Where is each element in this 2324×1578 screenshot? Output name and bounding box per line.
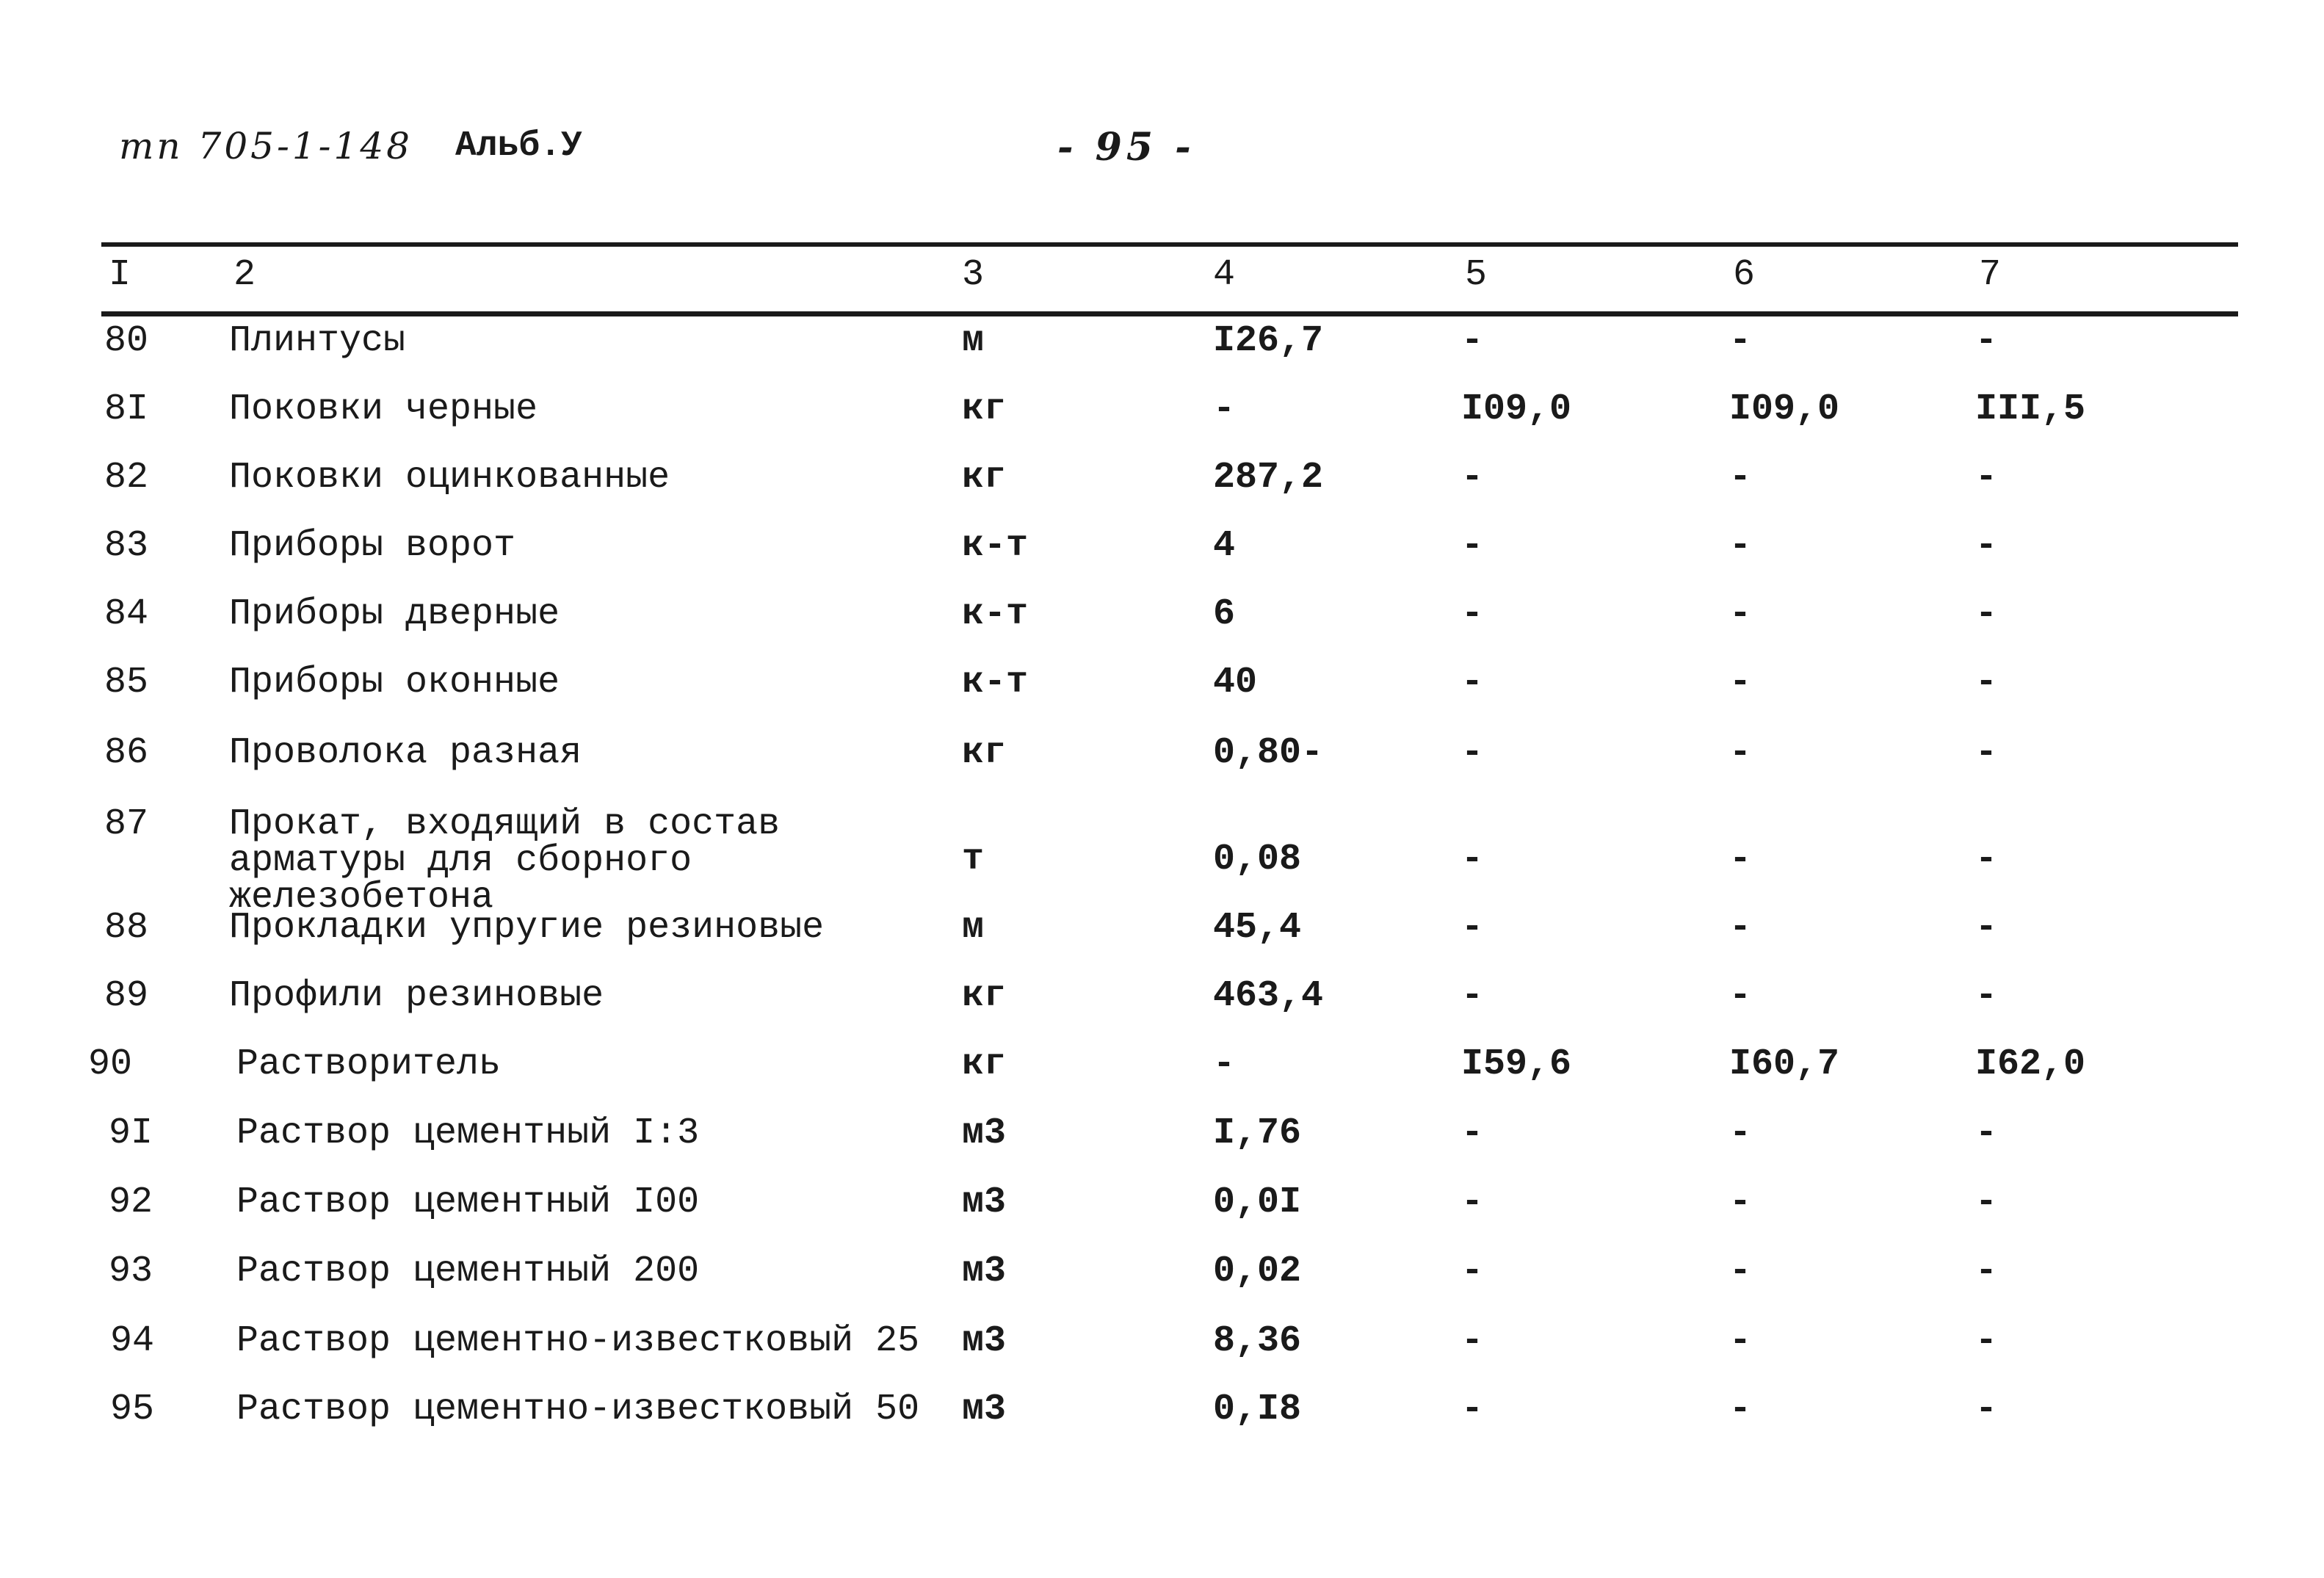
material-name: Прокладки упругие резиновые [229,907,825,949]
material-name: Раствор цементно-известковый 50 [236,1389,920,1430]
value-col-5: - [1461,1251,1484,1292]
unit: кг [962,388,1007,430]
unit: м3 [962,1389,1007,1430]
value-col-6: - [1729,1112,1752,1154]
table-row [0,456,2324,500]
value-col-6: - [1729,525,1752,567]
material-name: Растворитель [236,1043,502,1085]
unit: кг [962,1043,1007,1085]
value-col-7: - [1975,1112,1998,1154]
value-col-5: - [1461,662,1484,703]
column-header-2: 2 [234,254,256,296]
value-col-6: - [1729,839,1752,880]
value-col-7: III,5 [1975,388,2086,430]
album-label: Альб.У [455,126,582,166]
material-name: Плинтусы [229,320,406,362]
value-col-5: - [1461,1112,1484,1154]
material-name: Приборы дверные [229,593,560,635]
value-col-7: - [1975,320,1998,362]
table-row [0,1043,2324,1087]
row-number: 93 [109,1251,153,1292]
material-name: Профили резиновые [229,975,604,1017]
value-col-4: I26,7 [1213,320,1324,362]
page-number: - 95 - [1057,125,1195,170]
value-col-5: - [1461,907,1484,949]
value-col-7: - [1975,1389,1998,1430]
value-col-7: - [1975,662,1998,703]
value-col-6: - [1729,1320,1752,1362]
value-col-6: - [1729,593,1752,635]
column-header-3: 3 [962,254,985,296]
table-row [0,1388,2324,1432]
value-col-6: - [1729,732,1752,774]
value-col-4: 45,4 [1213,907,1302,949]
value-col-4: 40 [1213,662,1258,703]
value-col-5: - [1461,525,1484,567]
table-row [0,661,2324,705]
table-row [0,1112,2324,1156]
table-row [0,593,2324,637]
table-row [0,731,2324,775]
value-col-5: - [1461,1320,1484,1362]
unit: т [962,839,985,880]
value-col-5: - [1461,732,1484,774]
value-col-5: - [1461,1181,1484,1223]
value-col-4: - [1213,1043,1236,1085]
value-col-6: - [1729,457,1752,499]
value-col-5: - [1461,839,1484,880]
material-name: Раствор цементный 200 [236,1251,700,1292]
value-col-6: - [1729,662,1752,703]
row-number: 94 [110,1320,155,1362]
row-number: 90 [88,1043,133,1085]
table-row [0,974,2324,1018]
column-header-4: 4 [1213,254,1236,296]
row-number: 88 [104,907,149,949]
unit: м3 [962,1251,1007,1292]
value-col-4: 0,02 [1213,1251,1302,1292]
value-col-5: I09,0 [1461,388,1572,430]
unit: м3 [962,1181,1007,1223]
value-col-7: - [1975,1251,1998,1292]
value-col-4: 8,36 [1213,1320,1302,1362]
value-col-5: - [1461,975,1484,1017]
table-top-rule [101,242,2238,247]
table-row [0,906,2324,950]
value-col-4: 0,08 [1213,839,1302,880]
value-col-7: I62,0 [1975,1043,2086,1085]
value-col-7: - [1975,975,1998,1017]
material-name: Раствор цементно-известковый 25 [236,1320,920,1362]
row-number: 89 [104,975,149,1017]
material-name: Поковки оцинкованные [229,457,670,499]
unit: м3 [962,1112,1007,1154]
value-col-7: - [1975,732,1998,774]
unit: к-т [962,593,1029,635]
column-header-6: 6 [1733,254,1756,296]
row-number: 82 [104,457,149,499]
value-col-6: I60,7 [1729,1043,1840,1085]
unit: м [962,320,985,362]
value-col-5: - [1461,593,1484,635]
table-row [0,524,2324,568]
unit: кг [962,457,1007,499]
value-col-7: - [1975,593,1998,635]
value-col-4: 4 [1213,525,1236,567]
unit: кг [962,732,1007,774]
material-name: Поковки черные [229,388,538,430]
unit: м [962,907,985,949]
row-number: 84 [104,593,149,635]
value-col-4: 287,2 [1213,457,1324,499]
value-col-6: - [1729,907,1752,949]
row-number: 86 [104,732,149,774]
value-col-6: - [1729,975,1752,1017]
row-number: 9I [109,1112,153,1154]
value-col-4: 0,0I [1213,1181,1302,1223]
value-col-6: - [1729,1181,1752,1223]
material-name: Раствор цементный I:3 [236,1112,700,1154]
value-col-5: - [1461,457,1484,499]
table-header-rule [101,311,2238,316]
value-col-4: - [1213,388,1236,430]
value-col-4: 463,4 [1213,975,1324,1017]
row-number: 92 [109,1181,153,1223]
row-number: 83 [104,525,149,567]
value-col-4: 0,80- [1213,732,1324,774]
table-row [0,388,2324,432]
value-col-7: - [1975,1181,1998,1223]
value-col-6: - [1729,1251,1752,1292]
row-number: 8I [104,388,149,430]
material-name: Приборы оконные [229,662,560,703]
value-col-6: - [1729,320,1752,362]
unit: кг [962,975,1007,1017]
value-col-7: - [1975,839,1998,880]
value-col-5: - [1461,1389,1484,1430]
value-col-6: - [1729,1389,1752,1430]
material-name: Приборы ворот [229,525,516,567]
value-col-4: 6 [1213,593,1236,635]
row-number: 80 [104,320,149,362]
unit: м3 [962,1320,1007,1362]
value-col-7: - [1975,525,1998,567]
row-number: 87 [104,803,149,845]
column-header-1: I [109,254,131,296]
table-row [0,803,2324,919]
material-name: Прокат, входящий в состав арматуры для сборного железобетона [229,803,781,919]
value-col-4: 0,I8 [1213,1389,1302,1430]
table-row [0,1250,2324,1294]
value-col-6: I09,0 [1729,388,1840,430]
column-header-5: 5 [1465,254,1488,296]
value-col-7: - [1975,907,1998,949]
unit: к-т [962,525,1029,567]
table-row [0,1181,2324,1225]
unit: к-т [962,662,1029,703]
row-number: 95 [110,1389,155,1430]
material-name: Проволока разная [229,732,582,774]
value-col-7: - [1975,1320,1998,1362]
value-col-7: - [1975,457,1998,499]
value-col-4: I,76 [1213,1112,1302,1154]
value-col-5: - [1461,320,1484,362]
row-number: 85 [104,662,149,703]
document-code: тп 705-1-148 [119,125,413,167]
material-name: Раствор цементный I00 [236,1181,700,1223]
table-row [0,319,2324,363]
column-header-7: 7 [1979,254,2002,296]
table-row [0,1320,2324,1364]
value-col-5: I59,6 [1461,1043,1572,1085]
